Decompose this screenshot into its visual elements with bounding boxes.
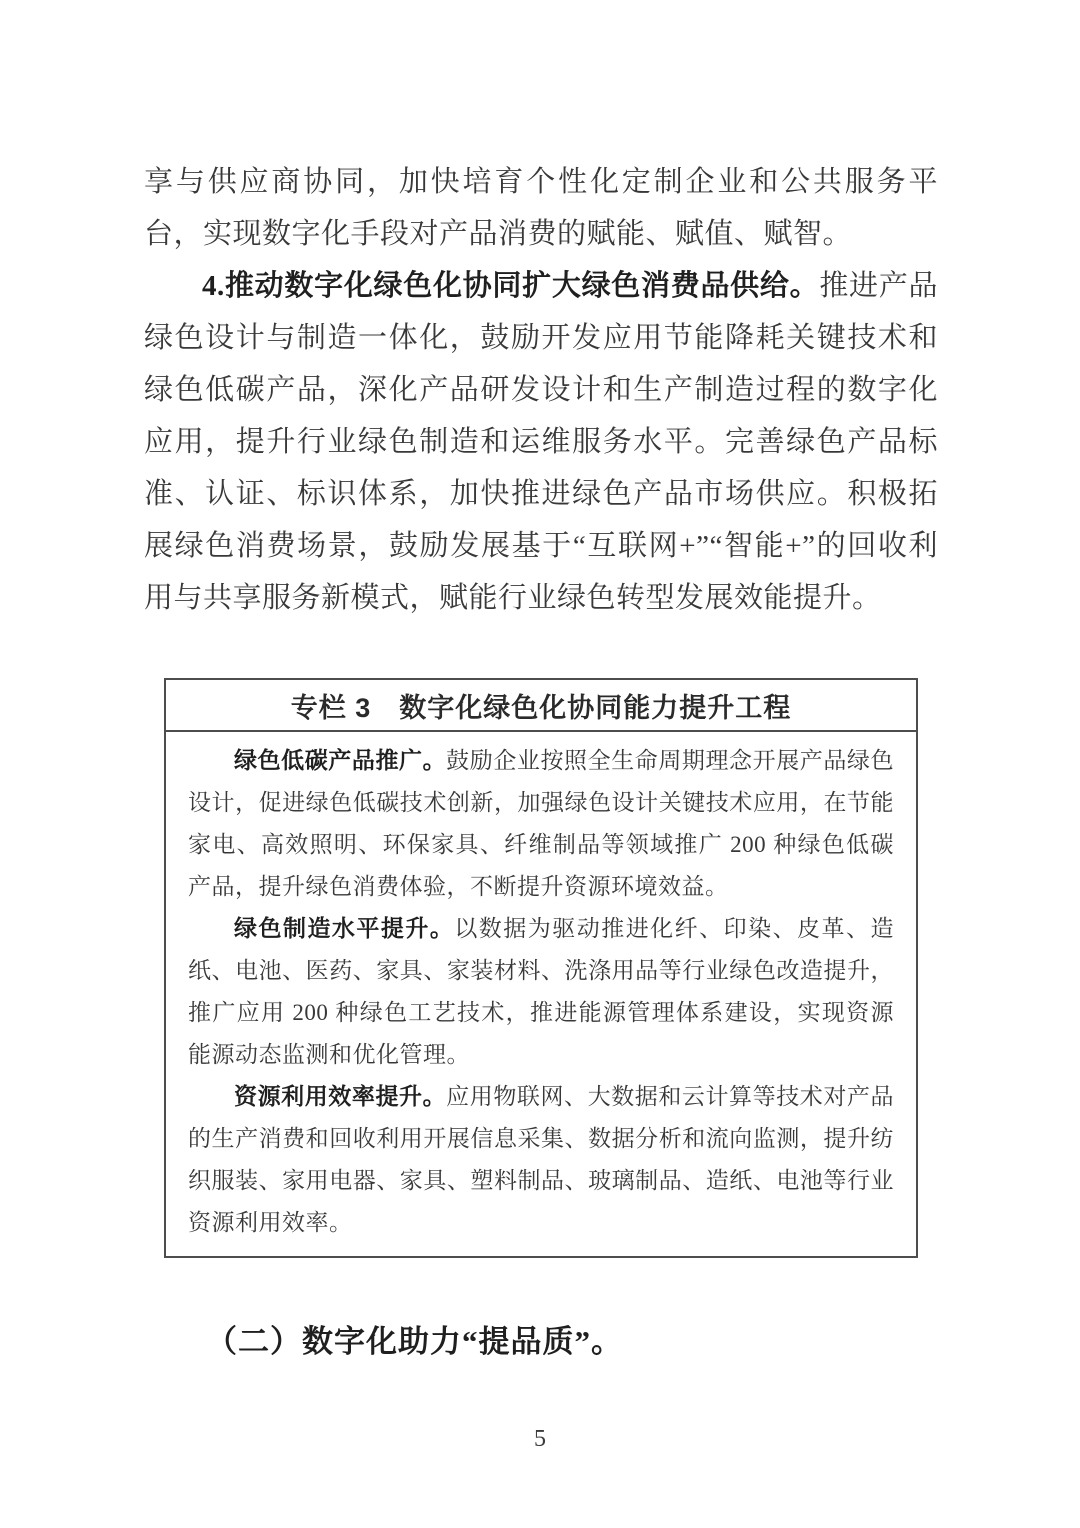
callout-paragraph-3-text: 应用物联网、大数据和云计算等技术对产品的生产消费和回收利用开展信息采集、数据分析和流向监测，提升纺织服装、家用电器、家具、塑料制品、玻璃制品、造纸、电池等行业资源利用效率。 (188, 1084, 895, 1235)
item4-text: 推进产品绿色设计与制造一体化，鼓励开发应用节能降耗关键技术和绿色低碳产品，深化产品研发设计和生产制造过程的数字化应用，提升行业绿色制造和运维服务水平。完善绿色产品标准、认证、标识体系，加快推进绿色产品市场供应。积极拓展绿色消费场景，鼓励发展基于“互联网+”“智能+”的回收利用与共享服务新模式，赋能行业绿色转型发展效能提升。 (144, 270, 938, 614)
item4-paragraph (144, 260, 938, 624)
section-heading: （二）数字化助力“提品质”。 (206, 1324, 623, 1359)
continuation-paragraph (144, 156, 938, 260)
callout-box-body (166, 732, 916, 1256)
callout-box (164, 678, 918, 1258)
callout-box-header (166, 680, 916, 732)
callout-paragraph-1-lead: 绿色低碳产品推广。 (234, 748, 447, 773)
callout-paragraph-3 (188, 1076, 894, 1244)
callout-paragraph-3-lead: 资源利用效率提升。 (234, 1084, 447, 1109)
continuation-paragraph-text: 享与供应商协同，加快培育个性化定制企业和公共服务平台，实现数字化手段对产品消费的赋能、赋值、赋智。 (144, 166, 938, 250)
item4-lead: 4.推动数字化绿色化协同扩大绿色消费品供给。 (202, 270, 820, 302)
main-content (144, 156, 938, 1368)
callout-paragraph-1-text: 鼓励企业按照全生命周期理念开展产品绿色设计，促进绿色低碳技术创新，加强绿色设计关键技术应用，在节能家电、高效照明、环保家具、纤维制品等领域推广 200 种绿色低碳产品，提升绿色消费体验，不断提升资源环境效益。 (188, 748, 895, 899)
callout-box-title: 专栏 3 数字化绿色化协同能力提升工程 (290, 692, 792, 723)
callout-paragraph-2-lead: 绿色制造水平提升。 (234, 916, 455, 941)
callout-paragraph-2-text: 以数据为驱动推进化纤、印染、皮革、造纸、电池、医药、家具、家装材料、洗涤用品等行业绿色改造提升，推广应用 200 种绿色工艺技术，推进能源管理体系建设，实现资源能源动态监测和优化管理。 (188, 916, 895, 1067)
callout-paragraph-1 (188, 740, 894, 908)
page-number: 5 (534, 1426, 546, 1452)
callout-paragraph-2 (188, 908, 894, 1076)
